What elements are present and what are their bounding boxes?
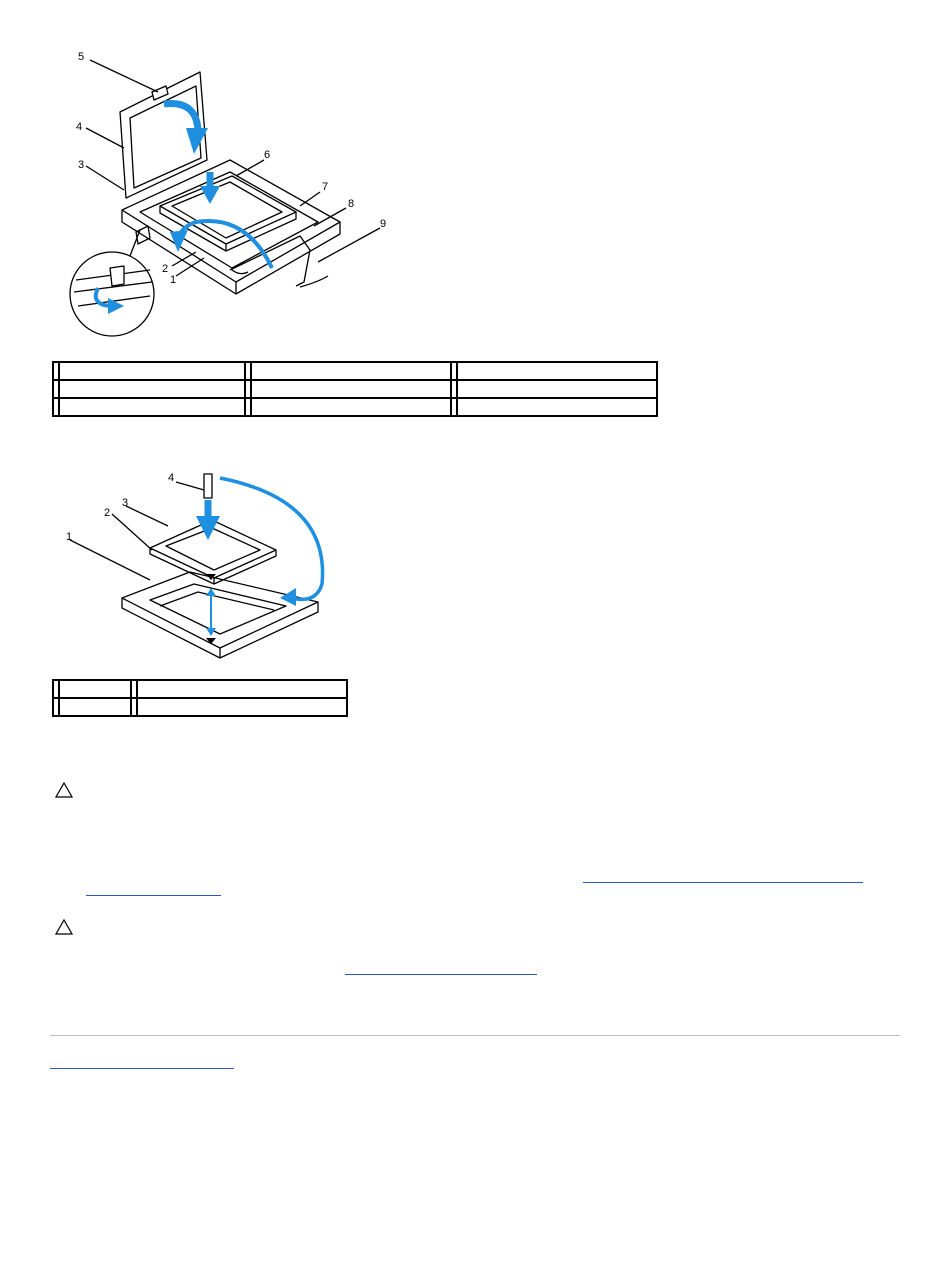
callout-3: 3	[122, 497, 129, 509]
back-to-contents-link[interactable]	[50, 1068, 234, 1069]
callout-9: 9	[380, 218, 387, 230]
table-row	[53, 680, 347, 698]
table-row	[53, 380, 657, 398]
table-row	[53, 698, 347, 716]
callout-6: 6	[264, 149, 271, 161]
callout-7: 7	[322, 181, 329, 193]
section-divider	[50, 1035, 900, 1036]
callout-8: 8	[348, 198, 355, 210]
callout-1: 1	[170, 274, 177, 286]
caution-icon	[55, 919, 73, 935]
legend-table-1	[52, 361, 658, 417]
callout-5: 5	[78, 51, 85, 63]
callout-3: 3	[78, 159, 85, 171]
cross-reference-link[interactable]	[345, 974, 537, 975]
callout-4: 4	[168, 472, 175, 484]
callout-4: 4	[76, 121, 83, 133]
callout-1: 1	[66, 531, 73, 543]
figure-processor-socket	[60, 40, 420, 345]
table-row	[53, 398, 657, 416]
callout-2: 2	[162, 263, 169, 275]
cross-reference-link-continued[interactable]	[86, 895, 221, 896]
callout-2: 2	[104, 507, 111, 519]
caution-icon	[55, 782, 73, 798]
legend-table-2	[52, 679, 348, 717]
cross-reference-link[interactable]	[583, 882, 863, 883]
figure-processor-alignment	[60, 466, 350, 662]
table-row	[53, 362, 657, 380]
